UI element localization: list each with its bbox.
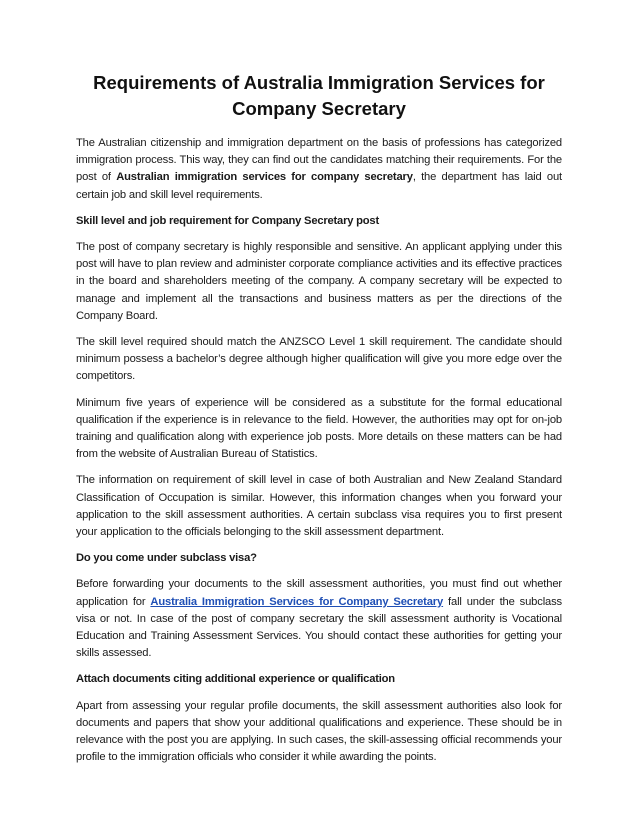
- paragraph-subclass: [76, 576, 562, 662]
- immigration-services-link[interactable]: Australia Immigration Services for Company Secretary: [150, 595, 444, 608]
- paragraph-classification: The information on requirement of skill level in case of both Australian and New Zealand Standard Classification of Occupation is similar. However, this information changes when you forward your application to the skill assessment authorities. A certain subclass visa requires you to first present your application to the officials belonging to the skill assessment department.: [76, 474, 562, 539]
- subclass-text-start: Before forwarding your documents to the skill assessment authorities, you must find out whether application for: [76, 578, 562, 608]
- intro-text-end: , the department has laid out certain job and skill level requirements.: [76, 171, 562, 201]
- title-line-2: Company Secretary: [232, 98, 406, 119]
- intro-text-start: The Australian citizenship and immigration department on the basis of professions has categorized immigration process. This way, they can find out the candidates matching their requirements. For the post of: [76, 137, 562, 184]
- section-heading-skill-level: Skill level and job requirement for Company Secretary post: [76, 214, 379, 227]
- title-line-1: Requirements of Australia Immigration Services for: [93, 72, 545, 93]
- paragraph-experience: Minimum five years of experience will be considered as a substitute for the formal educational qualification if the experience is in relevance to the field. However, the authorities may opt for on-job training and qualification along with experience job posts. More details on these matters can be had from the website of Australian Bureau of Statistics.: [76, 396, 562, 461]
- paragraph-post-description: The post of company secretary is highly responsible and sensitive. An applicant applying under this post will have to plan review and administer corporate compliance activities and its effective practices in the board and shareholders meeting of the company. A company secretary will be expected to manage and implement all the transactions and business matters as per the directions of the Company Board.: [76, 241, 562, 322]
- paragraph-skill-level: The skill level required should match the ANZSCO Level 1 skill requirement. The candidate should minimum possess a bachelor’s degree although higher qualification will give you more edge over the competitors.: [76, 336, 562, 383]
- subclass-text-end: fall under the subclass visa or not. In case of the post of company secretary the skill assessment authority is Vocational Education and Training Assessment Services. You should contact these authorities for getting your skills assessed.: [76, 595, 562, 660]
- intro-paragraph: [76, 135, 562, 204]
- paragraph-additional-documents: Apart from assessing your regular profile documents, the skill assessment authorities also look for documents and papers that show your additional qualifications and experience. These should be in relevance with the post you are applying. In such cases, the skill-assessing official recommends your profile to the immigration officials who consider it while awarding the points.: [76, 699, 562, 764]
- intro-bold-phrase: Australian immigration services for company secretary: [116, 171, 413, 184]
- section-heading-subclass-visa: Do you come under subclass visa?: [76, 552, 257, 565]
- page-title: [76, 70, 562, 122]
- section-heading-attach-documents: Attach documents citing additional experience or qualification: [76, 673, 395, 686]
